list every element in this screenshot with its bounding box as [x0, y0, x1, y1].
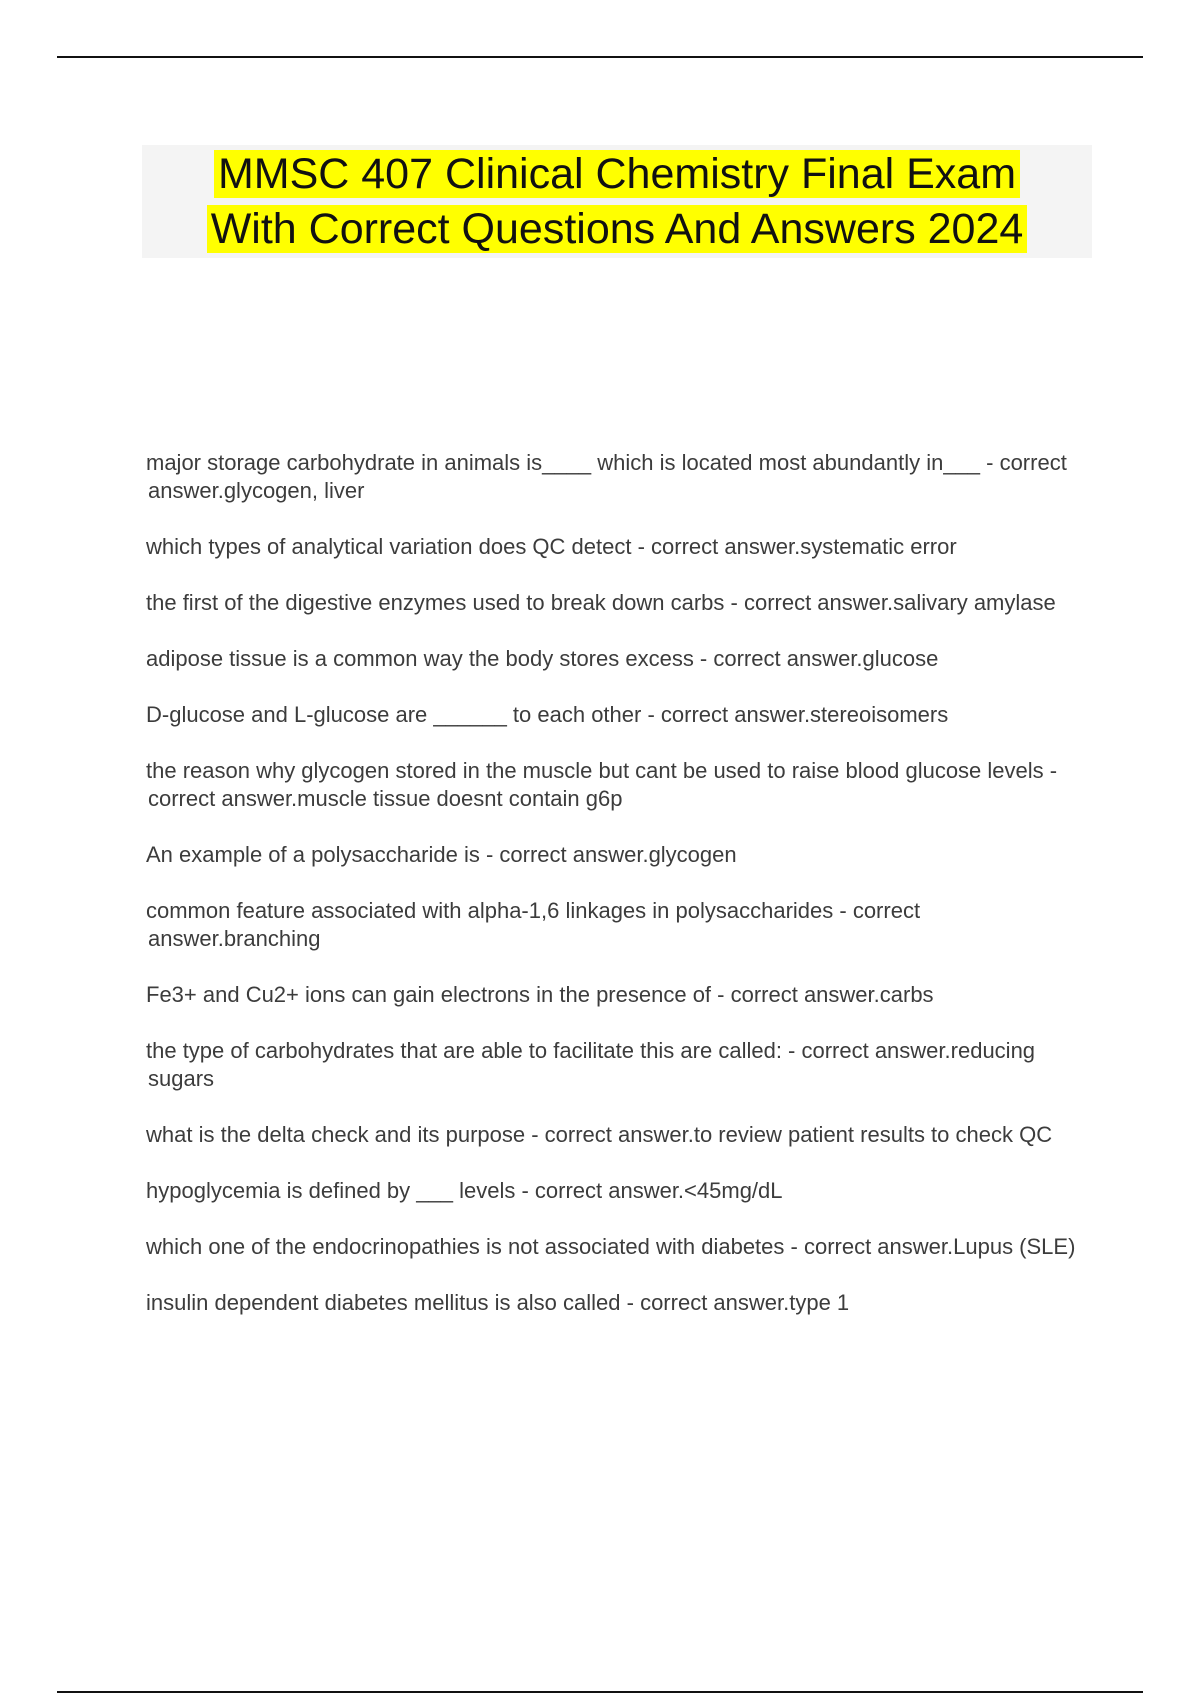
qa-item: which one of the endocrinopathies is not associated with diabetes - correct answer.Lupus (SLE)	[146, 1234, 1076, 1259]
qa-item: D-glucose and L-glucose are ______ to each other - correct answer.stereoisomers	[146, 702, 949, 727]
title-line-1: MMSC 407 Clinical Chemistry Final Exam	[214, 150, 1020, 198]
qa-item: what is the delta check and its purpose - correct answer.to review patient results to check QC	[146, 1122, 1053, 1147]
qa-item: major storage carbohydrate in animals is____ which is located most abundantly in___ - correct answer.glycogen, liver	[146, 450, 1067, 503]
title-block	[142, 145, 1092, 258]
qa-item: the first of the digestive enzymes used to break down carbs - correct answer.salivary amylase	[146, 590, 1056, 615]
qa-item: adipose tissue is a common way the body stores excess - correct answer.glucose	[146, 646, 939, 671]
qa-item: which types of analytical variation does QC detect - correct answer.systematic error	[146, 534, 957, 559]
top-rule	[57, 56, 1143, 58]
qa-item: An example of a polysaccharide is - correct answer.glycogen	[146, 842, 737, 867]
qa-list	[146, 449, 1096, 1345]
qa-item: Fe3+ and Cu2+ ions can gain electrons in the presence of - correct answer.carbs	[146, 982, 934, 1007]
qa-item: insulin dependent diabetes mellitus is also called - correct answer.type 1	[146, 1290, 850, 1315]
qa-item: hypoglycemia is defined by ___ levels - correct answer.<45mg/dL	[146, 1178, 783, 1203]
title-line-2: With Correct Questions And Answers 2024	[207, 205, 1028, 253]
qa-item: the type of carbohydrates that are able to facilitate this are called: - correct answer.reducing sugars	[146, 1038, 1036, 1091]
document-title	[207, 147, 1028, 257]
qa-item: common feature associated with alpha-1,6 linkages in polysaccharides - correct answer.branching	[146, 898, 921, 951]
qa-item: the reason why glycogen stored in the muscle but cant be used to raise blood glucose levels - correct answer.muscle tissue doesnt contain g6p	[146, 758, 1058, 811]
bottom-rule	[57, 1691, 1143, 1693]
